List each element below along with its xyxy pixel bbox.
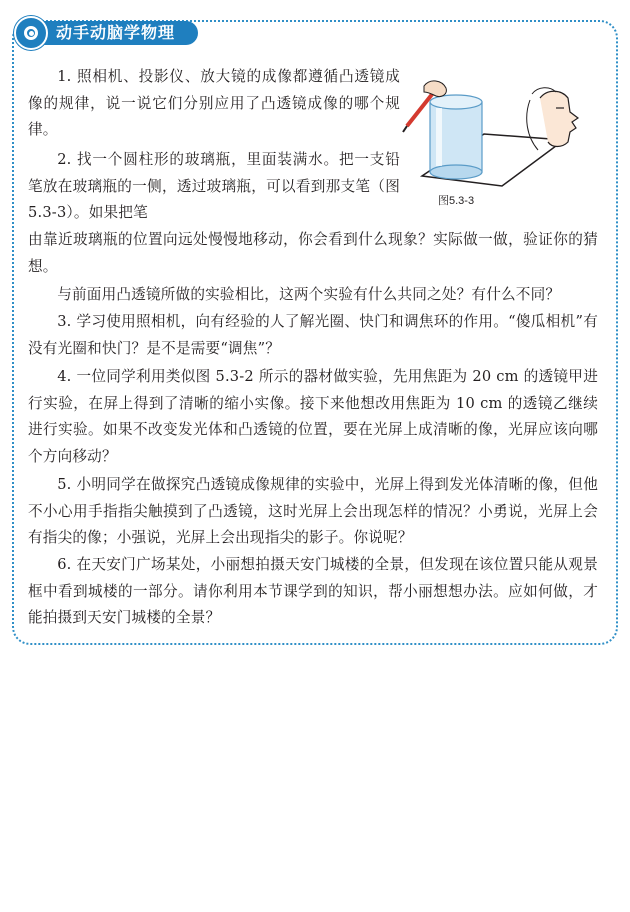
question-2-part1: 2. 找一个圆柱形的玻璃瓶，里面装满水。把一支铅笔放在玻璃瓶的一侧，透过玻璃瓶，可以看到那支笔（图 5.3-3）。如果把笔 bbox=[28, 151, 400, 221]
question-6: 6. 在天安门广场某处，小丽想拍摄天安门城楼的全景，但发现在该位置只能从观景框中看到城楼的一部分。请你利用本节课学到的知识，帮小丽想想办法。应如何做，才能拍摄到天安门城楼的全景？ bbox=[28, 556, 598, 626]
question-2-part2: 由靠近玻璃瓶的位置向远处慢慢地移动，你会看到什么现象？实际做一做，验证你的猜想。 bbox=[28, 231, 598, 275]
question-4: 4. 一位同学利用类似图 5.3-2 所示的器材做实验，先用焦距为 20 cm 的透镜甲进行实验，在屏上得到了清晰的缩小实像。接下来他想改用焦距为 10 cm 的透镜乙继续进行实验。如果不改变发光体和凸透镜的位置，要在光屏上成清晰的像，光屏应该向哪个方向移动？ bbox=[28, 368, 598, 465]
target-icon bbox=[14, 16, 48, 50]
bottle-pencil-illustration bbox=[392, 68, 602, 218]
question-1: 1. 照相机、投影仪、放大镜的成像都遵循凸透镜成像的规律，说一说它们分别应用了凸透镜成像的哪个规律。 bbox=[28, 68, 400, 138]
question-3: 3. 学习使用照相机，向有经验的人了解光圈、快门和调焦环的作用。“傻瓜相机”有没有光圈和快门？是不是需要“调焦”？ bbox=[28, 313, 598, 357]
question-2-part3: 与前面用凸透镜所做的实验相比，这两个实验有什么共同之处？有什么不同？ bbox=[57, 286, 561, 303]
question-5: 5. 小明同学在做探究凸透镜成像规律的实验中，光屏上得到发光体清晰的像，但他不小心用手指指尖触摸到了凸透镜，这时光屏上会出现怎样的情况？小勇说，光屏上会有指尖的像；小强说，光屏上会出现指尖的影子。你说呢？ bbox=[28, 476, 598, 546]
section-title: 动手动脑学物理 bbox=[38, 21, 198, 45]
figure-caption: 图5.3-3 bbox=[438, 195, 475, 207]
